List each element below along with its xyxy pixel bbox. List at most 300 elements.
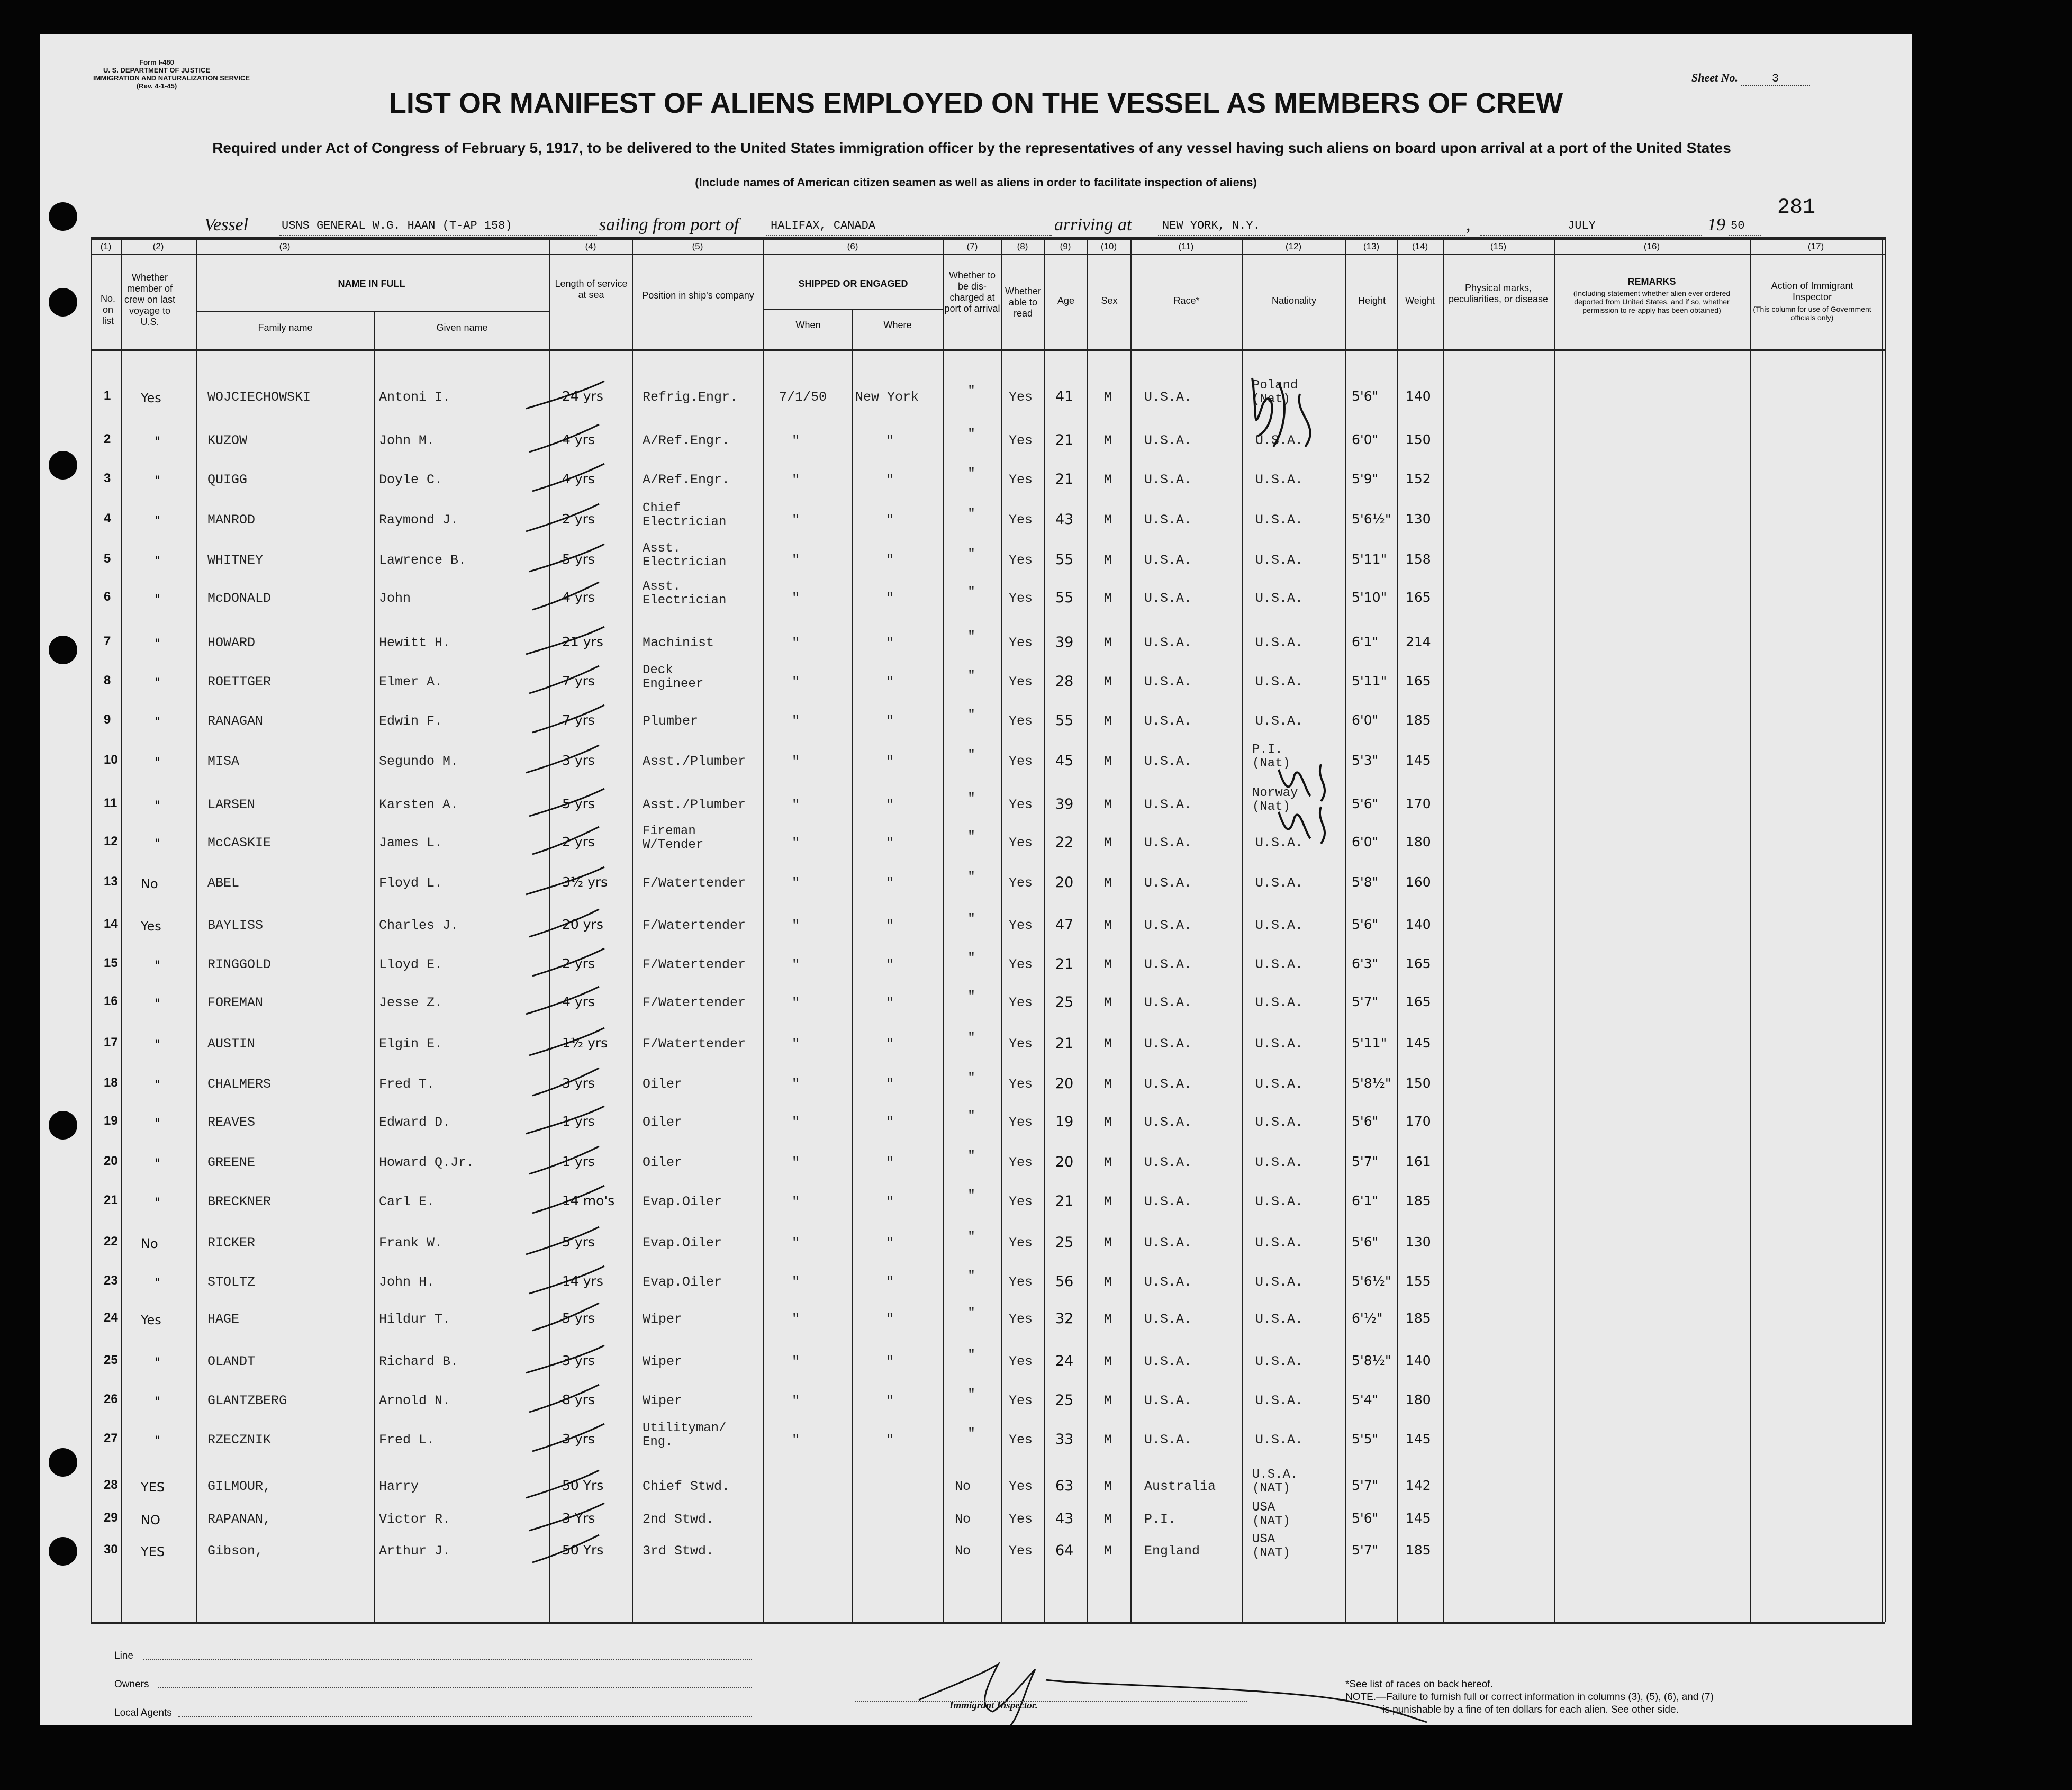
height: 5'6" [1352,1114,1379,1129]
weight: 170 [1406,796,1431,811]
age: 25 [1055,994,1074,1010]
previous-voyage: YES [141,1480,165,1495]
height: 6'0" [1352,432,1379,447]
nationality-naturalized: (Nat) [1252,756,1291,771]
list-number: 26 [104,1392,118,1406]
sex: M [1104,472,1112,487]
list-number: 3 [104,471,111,485]
race: U.S.A. [1144,875,1192,891]
handwritten-marks [40,34,1912,1725]
discharge: No [955,1512,971,1527]
height: 5'3" [1352,753,1379,768]
sex: M [1104,875,1112,891]
position-line1: Deck [643,663,673,677]
sex: M [1104,591,1112,606]
sex: M [1104,674,1112,690]
sex: M [1104,1543,1112,1559]
shipped-where: " [886,1194,894,1209]
race: U.S.A. [1144,433,1192,448]
length-of-service: 5 yrs [562,796,595,811]
column-number: (8) [1017,241,1028,251]
position: Evap.Oiler [643,1235,722,1251]
position: Machinist [643,635,714,650]
list-number: 27 [104,1431,118,1445]
header-remarks-note: (Including statement whether alien ever ordered deported from United States, and if so, whether permission to re-apply has been obtained) [1573,289,1731,314]
shipped-where: " [886,1393,894,1408]
shipped-when: " [792,472,800,487]
position: Plumber [643,713,699,729]
position: Wiper [643,1312,683,1327]
age: 33 [1055,1431,1074,1448]
shipped-when: " [792,918,800,933]
shipped-where: " [886,1312,894,1327]
shipped-when: " [792,1115,800,1130]
length-of-service: 24 yrs [562,388,603,404]
length-of-service: 2 yrs [562,511,595,527]
list-number: 22 [104,1234,118,1249]
race: U.S.A. [1144,1235,1192,1251]
able-to-read: Yes [1009,433,1033,448]
column-number: (3) [279,241,291,251]
position-line2: Electrician [643,593,727,608]
height: 6'1" [1352,634,1379,649]
age: 24 [1055,1353,1074,1369]
able-to-read: Yes [1009,1036,1033,1052]
length-of-service: 5 yrs [562,1234,595,1250]
header-inspector-note: (This column for use of Government officials only) [1753,305,1871,322]
shipped-where: " [886,1235,894,1251]
able-to-read: Yes [1009,1512,1033,1527]
given-name: Arnold N. [379,1393,451,1408]
age: 55 [1055,590,1074,606]
column-number: (4) [585,241,596,251]
race: U.S.A. [1144,918,1192,933]
position: Oiler [643,1077,683,1092]
able-to-read: Yes [1009,1235,1033,1251]
race: U.S.A. [1144,390,1192,405]
previous-voyage: " [155,836,161,851]
nationality: U.S.A. [1255,918,1304,933]
weight: 140 [1406,917,1431,932]
sex: M [1104,1512,1112,1527]
punch-hole [49,202,77,231]
given-name: Richard B. [379,1354,459,1369]
previous-voyage: " [155,473,161,488]
list-number: 2 [104,432,111,446]
header-discharge: Whether to be dis-charged at port of arrival [944,270,1000,314]
race: U.S.A. [1144,1393,1192,1408]
shipped-when: " [792,635,800,650]
weight: 150 [1406,432,1431,447]
shipped-when: " [792,875,800,891]
able-to-read: Yes [1009,754,1033,769]
punch-hole [49,451,77,480]
column-number: (16) [1643,241,1660,251]
race: U.S.A. [1144,591,1192,606]
family-name: GILMOUR, [207,1479,272,1494]
header-height: Height [1358,295,1386,306]
age: 55 [1055,712,1074,729]
footer-agents-label: Local Agents [114,1707,172,1719]
sex: M [1104,553,1112,568]
given-name: Lawrence B. [379,553,467,568]
height: 5'6" [1352,1511,1379,1526]
nationality: U.S.A. [1255,635,1304,650]
weight: 185 [1406,1542,1431,1558]
previous-voyage: " [155,1276,161,1290]
length-of-service: 3 yrs [562,1431,595,1447]
nationality-naturalized: (NAT) [1252,1481,1291,1496]
weight: 185 [1406,712,1431,728]
family-name: Gibson, [207,1543,264,1559]
discharge: " [967,829,976,844]
position: 2nd Stwd. [643,1512,714,1527]
discharge: " [967,869,976,884]
age: 28 [1055,673,1074,690]
previous-voyage: YES [141,1544,165,1559]
shipped-where: " [886,1036,894,1052]
shipped-where: " [886,875,894,891]
family-name: RAPANAN, [207,1512,272,1527]
header-inspector-action: Action of Immigrant Inspector [1771,281,1853,302]
sex: M [1104,390,1112,405]
punch-hole [49,288,77,317]
column-number: (17) [1807,241,1824,251]
discharge: " [967,427,976,442]
nationality-naturalized: (NAT) [1252,1514,1291,1529]
footer-line-label: Line [114,1650,133,1661]
fine-note [1345,1692,1714,1703]
column-number: (12) [1285,241,1302,251]
position: A/Ref.Engr. [643,472,730,487]
column-number: (15) [1490,241,1507,251]
height: 6'½" [1352,1310,1383,1326]
family-name: OLANDT [207,1354,256,1369]
able-to-read: Yes [1009,1077,1033,1092]
age: 39 [1055,634,1074,650]
shipped-where: " [886,433,894,448]
discharge: " [967,747,976,763]
form-number: Form I-480 [139,58,174,66]
weight: 161 [1406,1154,1431,1169]
age: 55 [1055,552,1074,568]
given-name: Doyle C. [379,472,443,487]
shipped-when: " [792,512,800,528]
header-sex: Sex [1101,295,1118,306]
list-number: 6 [104,590,111,604]
family-name: GLANTZBERG [207,1393,287,1408]
weight: 165 [1406,590,1431,605]
header-name-in-full: NAME IN FULL [338,278,405,289]
weight: 158 [1406,552,1431,567]
nationality: U.S.A. [1255,512,1304,528]
race: U.S.A. [1144,1115,1192,1130]
able-to-read: Yes [1009,797,1033,812]
nationality: U.S.A. [1255,591,1304,606]
shipped-where: " [886,1115,894,1130]
age: 21 [1055,432,1074,448]
position-line1: Chief [643,501,681,516]
punch-hole [49,636,77,664]
previous-voyage: " [155,755,161,770]
nationality: U.S.A. [1255,995,1304,1010]
weight: 180 [1406,1392,1431,1407]
column-number: (10) [1100,241,1117,251]
length-of-service: 3 yrs [562,1075,595,1091]
shipped-when: " [792,1393,800,1408]
races-note: *See list of races on back hereof. [1345,1679,1493,1690]
race: U.S.A. [1144,1155,1192,1170]
nationality: USA [1252,1532,1275,1547]
weight: 165 [1406,994,1431,1009]
length-of-service: 7 yrs [562,712,595,728]
previous-voyage: No [141,1236,158,1251]
family-name: AUSTIN [207,1036,256,1052]
age: 21 [1055,471,1074,487]
previous-voyage: Yes [141,1313,161,1327]
previous-voyage: " [155,434,161,449]
list-number: 12 [104,834,118,848]
shipped-when: " [792,1354,800,1369]
length-of-service: 4 yrs [562,994,595,1009]
sex: M [1104,1479,1112,1494]
shipped-when: " [792,1274,800,1290]
position: Chief Stwd. [643,1479,730,1494]
shipped-when: " [792,797,800,812]
shipped-where: " [886,835,894,851]
race: U.S.A. [1144,512,1192,528]
race: U.S.A. [1144,635,1192,650]
family-name: WOJCIECHOWSKI [207,390,311,405]
document-title: LIST OR MANIFEST OF ALIENS EMPLOYED ON THE VESSEL AS MEMBERS OF CREW [388,87,1563,119]
shipped-when: " [792,1194,800,1209]
column-number: (2) [152,241,164,251]
age: 56 [1055,1273,1074,1290]
family-name: BRECKNER [207,1194,272,1209]
weight: 140 [1406,1353,1431,1368]
position-line1: Fireman [643,824,696,838]
shipped-where: " [886,472,894,487]
shipped-when: " [792,1155,800,1170]
height: 5'6" [1352,796,1379,811]
header-weight: Weight [1405,295,1435,306]
header-able-to-read: Whether able to read [1005,286,1042,319]
discharge: " [967,506,976,521]
height: 6'3" [1352,956,1379,971]
length-of-service: 4 yrs [562,590,595,605]
nationality: U.S.A. [1255,1274,1304,1290]
race: U.S.A. [1144,1432,1192,1448]
given-name: Edwin F. [379,713,443,729]
shipped-when: " [792,835,800,851]
sex: M [1104,512,1112,528]
given-name: Arthur J. [379,1543,451,1559]
sex: M [1104,1354,1112,1369]
able-to-read: Yes [1009,957,1033,972]
nationality: USA [1252,1500,1275,1515]
race: U.S.A. [1144,472,1192,487]
length-of-service: 5 yrs [562,1310,595,1326]
shipped-where: " [886,635,894,650]
list-number: 10 [104,753,118,767]
header-where: Where [883,320,912,330]
sex: M [1104,713,1112,729]
sailing-label: sailing from port of [599,215,739,234]
sex: M [1104,1155,1112,1170]
given-name: John M. [379,433,435,448]
given-name: Raymond J. [379,512,459,528]
page-number: 281 [1777,196,1816,220]
shipped-when: " [792,433,800,448]
length-of-service: 2 yrs [562,956,595,971]
check-strokes [526,381,604,1562]
discharge: " [967,1268,976,1283]
list-number: 28 [104,1478,118,1492]
height: 5'6" [1352,1234,1379,1250]
family-name: MISA [207,754,240,769]
previous-voyage: " [155,1433,161,1448]
age: 25 [1055,1392,1074,1408]
family-name: REAVES [207,1115,256,1130]
list-number: 4 [104,511,111,526]
discharge: " [967,1387,976,1402]
weight: 165 [1406,956,1431,971]
punch-hole [49,1537,77,1566]
height: 5'6" [1352,917,1379,932]
discharge: " [967,1188,976,1203]
shipped-when: " [792,754,800,769]
given-name: Hewitt H. [379,635,451,650]
discharge: " [967,1108,976,1124]
position: 3rd Stwd. [643,1543,714,1559]
column-number: (11) [1178,241,1194,251]
able-to-read: Yes [1009,1432,1033,1448]
position: F/Watertender [643,957,746,972]
header-given-name: Given name [436,322,488,333]
weight: 130 [1406,511,1431,527]
discharge: " [967,707,976,722]
position-line2: Engineer [643,677,704,691]
family-name: LARSEN [207,797,256,812]
race: U.S.A. [1144,1274,1192,1290]
column-number: (1) [100,241,112,251]
age: 20 [1055,1154,1074,1170]
shipped-where: " [886,918,894,933]
position-line2: Electrician [643,555,727,569]
length-of-service: 3 Yrs [562,1511,595,1526]
sex: M [1104,635,1112,650]
nationality: U.S.A. [1255,1393,1304,1408]
shipped-where: " [886,713,894,729]
height: 5'7" [1352,1154,1379,1169]
list-number: 15 [104,956,118,970]
family-name: WHITNEY [207,553,264,568]
race: U.S.A. [1144,1312,1192,1327]
family-name: STOLTZ [207,1274,256,1290]
given-name: Edward D. [379,1115,451,1130]
given-name: Charles J. [379,918,459,933]
length-of-service: 14 mo's [562,1193,615,1208]
age: 20 [1055,874,1074,891]
family-name: CHALMERS [207,1077,272,1092]
shipped-where: " [886,797,894,812]
height: 6'0" [1352,834,1379,849]
given-name: Victor R. [379,1512,451,1527]
list-number: 18 [104,1075,118,1090]
age: 22 [1055,834,1074,851]
punch-hole [49,1111,77,1140]
race: U.S.A. [1144,1036,1192,1052]
list-number: 5 [104,552,111,566]
age: 21 [1055,1035,1074,1052]
previous-voyage: " [155,554,161,568]
able-to-read: Yes [1009,1274,1033,1290]
length-of-service: 3 yrs [562,753,595,768]
list-number: 7 [104,634,111,648]
age: 64 [1055,1542,1074,1559]
length-of-service: 8 yrs [562,1392,595,1407]
shipped-when: " [792,713,800,729]
shipped-where: " [886,1354,894,1369]
previous-voyage: " [155,715,161,729]
header-length-of-service: Length of service at sea [555,278,628,300]
shipped-when: " [792,957,800,972]
given-name: Hildur T. [379,1312,451,1327]
sex: M [1104,1115,1112,1130]
list-number: 23 [104,1273,118,1288]
previous-voyage: " [155,1116,161,1131]
discharge: No [955,1479,971,1494]
weight: 165 [1406,673,1431,689]
shipped-where: New York [855,390,919,405]
height: 6'0" [1352,712,1379,728]
shipped-where: " [886,1274,894,1290]
list-number: 20 [104,1154,118,1168]
previous-voyage: " [155,675,161,690]
nationality-scribbles [1252,378,1325,844]
nationality: U.S.A. [1255,1354,1304,1369]
nationality: U.S.A. [1255,1155,1304,1170]
given-name: Frank W. [379,1235,443,1251]
list-number: 8 [104,673,111,688]
header-when: When [795,320,821,330]
shipped-where: " [886,674,894,690]
previous-voyage: " [155,513,161,528]
nationality: U.S.A. [1252,1468,1298,1482]
discharge: " [967,791,976,806]
age: 47 [1055,917,1074,933]
given-name: Antoni I. [379,390,451,405]
previous-voyage: " [155,636,161,651]
family-name: ABEL [207,875,240,891]
given-name: Floyd L. [379,875,443,891]
given-name: John H. [379,1274,435,1290]
nationality: Poland [1252,378,1298,393]
able-to-read: Yes [1009,472,1033,487]
given-name: Lloyd E. [379,957,443,972]
previous-voyage: Yes [141,919,161,934]
previous-voyage: " [155,1394,161,1409]
height: 5'8" [1352,874,1379,890]
family-name: HOWARD [207,635,256,650]
list-number: 24 [104,1310,118,1325]
column-number: (9) [1060,241,1071,251]
position-line2: Eng. [643,1435,673,1449]
nationality: P.I. [1252,743,1283,757]
sex: M [1104,957,1112,972]
sex: M [1104,1235,1112,1251]
age: 63 [1055,1478,1074,1494]
